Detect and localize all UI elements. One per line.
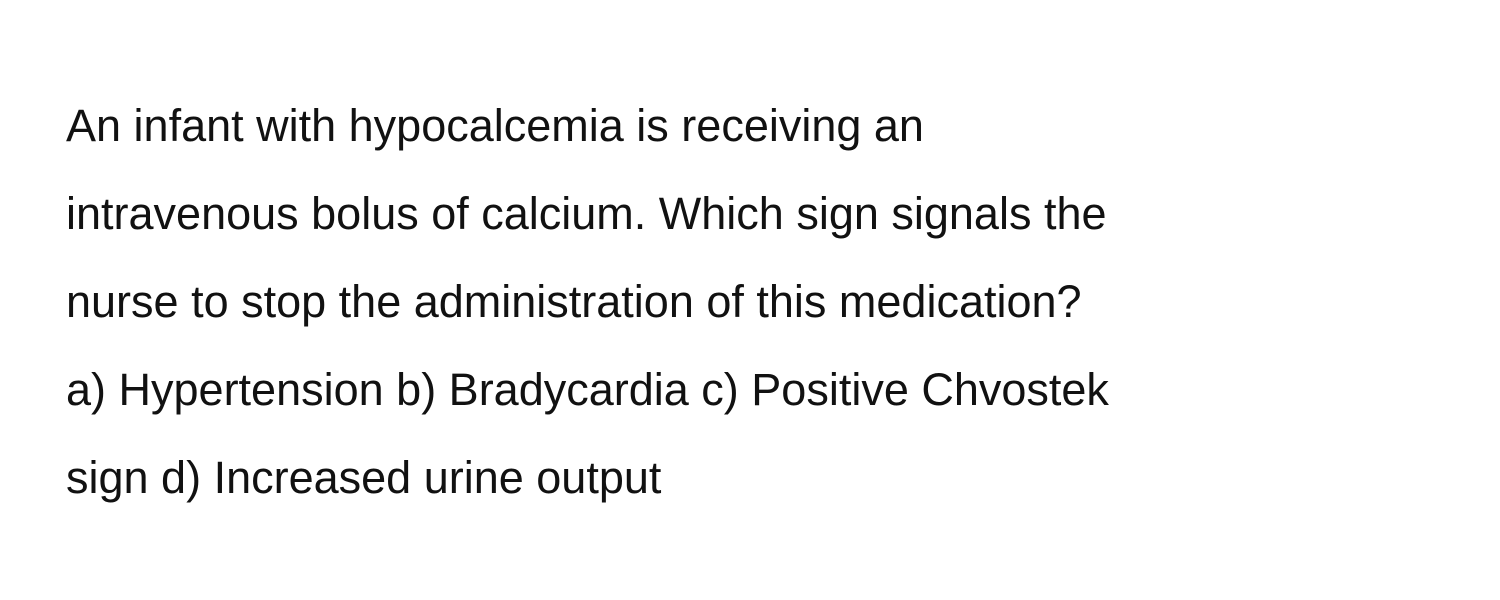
question-line-3: nurse to stop the administration of this medication?: [66, 276, 1082, 327]
question-line-4: a) Hypertension b) Bradycardia c) Positive Chvostek: [66, 364, 1109, 415]
question-line-2: intravenous bolus of calcium. Which sign signals the: [66, 188, 1107, 239]
question-line-5: sign d) Increased urine output: [66, 452, 662, 503]
question-line-1: An infant with hypocalcemia is receiving an: [66, 100, 924, 151]
question-text: [66, 82, 1109, 522]
